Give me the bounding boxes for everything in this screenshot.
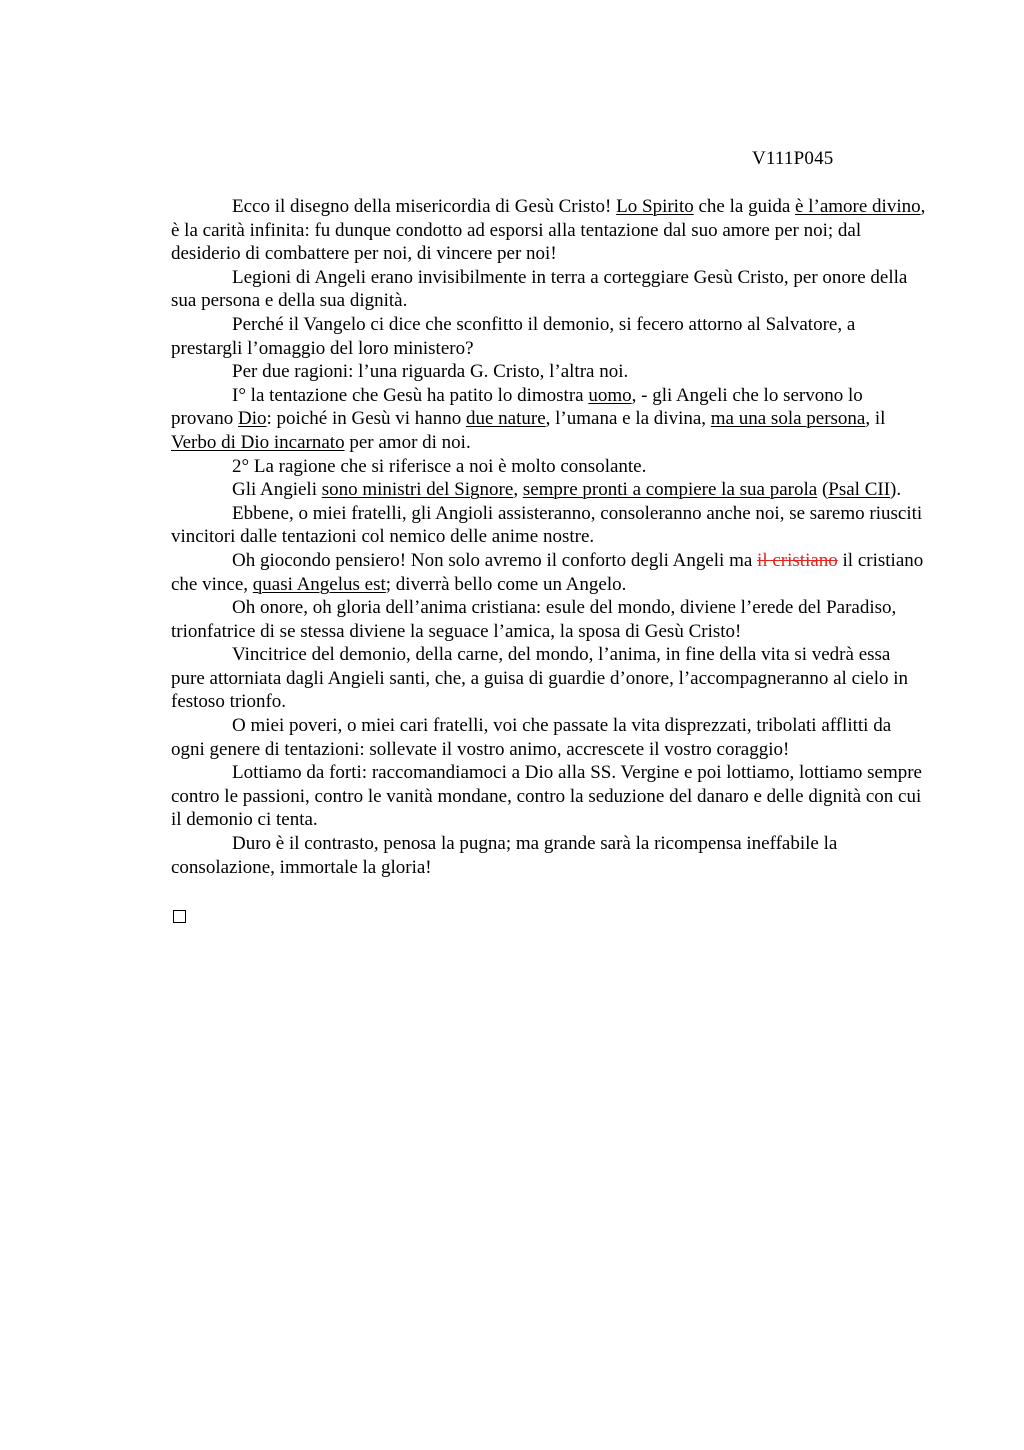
underlined-text: è l’amore divino xyxy=(795,196,921,217)
text-run: 2° La ragione che si riferisce a noi è molto consolante. xyxy=(232,455,647,477)
underlined-text: sempre pronti a compiere la sua parola xyxy=(522,479,818,501)
text-run: , è la carità infinita: fu dunque condotto ad esporsi alla tentazione dal suo amore per noi; dal desiderio di combattere per noi, di vincere per noi! xyxy=(171,196,926,265)
text-run: Vincitrice del demonio, della carne, del mondo, l’anima, in fine della vita si vedrà essa pure attorniata dagli Angieli santi, che, a guisa di guardie d’onore, l’accompagneranno al cielo in festoso trionfo. xyxy=(171,644,909,713)
text-run: O miei poveri, o miei cari fratelli, voi che passate la vita disprezzati, tribolati afflitti da ogni genere di tentazioni: sollevate il vostro animo, accrescete il vostro coraggio! xyxy=(171,715,892,760)
paragraph xyxy=(171,360,927,384)
paragraph xyxy=(171,643,927,714)
paragraph xyxy=(171,502,927,549)
paragraph xyxy=(171,714,927,761)
text-run: ; diverrà bello come un Angelo. xyxy=(385,573,627,595)
text-run: per amor di noi. xyxy=(344,431,471,453)
paragraph xyxy=(171,313,927,360)
underlined-text: sono ministri del Signore xyxy=(321,479,514,501)
text-run: , - gli Angeli che lo servono lo provano xyxy=(171,384,863,430)
paragraph xyxy=(171,384,927,455)
text-run: , il xyxy=(865,408,886,430)
text-run: Per due ragioni: l’una riguarda G. Cristo, l’altra noi. xyxy=(232,361,629,383)
underlined-text: Dio xyxy=(238,408,267,430)
text-run: Ecco il disegno della misericordia di Gesù Cristo! xyxy=(232,196,617,217)
underlined-text: Lo Spirito xyxy=(616,196,694,217)
paragraph xyxy=(171,832,927,879)
underlined-text: ma una sola persona xyxy=(710,408,866,430)
deleted-text: il cristiano xyxy=(757,549,838,571)
text-run: Gli Angieli xyxy=(232,479,322,501)
text-run: Lottiamo da forti: raccomandiamoci a Dio alla SS. Vergine e poi lottiamo, lottiamo sempre contro le passioni, contro le vanità mondane, contro la seduzione del danaro e delle dignità con cui il demonio ci tenta. xyxy=(171,762,922,831)
text-run: che la guida xyxy=(693,196,796,217)
underlined-text: due nature xyxy=(465,408,546,430)
paragraph xyxy=(171,761,927,832)
text-run: : poiché in Gesù vi hanno xyxy=(266,408,466,430)
text-run: I° la tentazione che Gesù ha patito lo dimostra xyxy=(232,384,589,406)
underlined-text: quasi Angelus est xyxy=(252,573,386,595)
text-run: Oh giocondo pensiero! Non solo avremo il conforto degli Angeli ma xyxy=(232,549,758,571)
paragraph xyxy=(171,478,927,502)
text-run: Perché il Vangelo ci dice che sconfitto il demonio, si fecero attorno al Salvatore, a prestargli l’omaggio del loro ministero? xyxy=(171,313,856,359)
empty-square-icon xyxy=(173,910,186,923)
paragraph xyxy=(171,549,927,596)
paragraph xyxy=(171,455,927,479)
underlined-text: uomo xyxy=(588,384,632,406)
text-run: Ebbene, o miei fratelli, gli Angioli assisteranno, consoleranno anche noi, se saremo riusciti vincitori dalle tentazioni col nemico delle anime nostre. xyxy=(171,502,923,548)
text-run: , xyxy=(513,479,523,501)
text-run: ). xyxy=(890,479,902,501)
paragraph xyxy=(171,195,927,266)
text-run: ( xyxy=(817,479,829,501)
paragraph xyxy=(171,596,927,643)
text-run: , l’umana e la divina, xyxy=(545,408,711,430)
page-identifier: V111P045 xyxy=(752,148,834,169)
underlined-text: Verbo di Dio incarnato xyxy=(171,431,345,453)
text-run: Legioni di Angeli erano invisibilmente in terra a corteggiare Gesù Cristo, per onore della sua persona e della sua dignità. xyxy=(171,266,908,312)
underlined-text: Psal CII xyxy=(828,479,891,501)
text-run: Oh onore, oh gloria dell’anima cristiana: esule del mondo, diviene l’erede del Paradiso, trionfatrice di se stessa diviene la seguace l’amica, la sposa di Gesù Cristo! xyxy=(171,597,897,642)
paragraph xyxy=(171,266,927,313)
text-run: il cristiano che vince, xyxy=(171,549,924,595)
text-run: Duro è il contrasto, penosa la pugna; ma grande sarà la ricompensa ineffabile la consolazione, immortale la gloria! xyxy=(171,833,838,878)
document-body xyxy=(171,195,927,879)
